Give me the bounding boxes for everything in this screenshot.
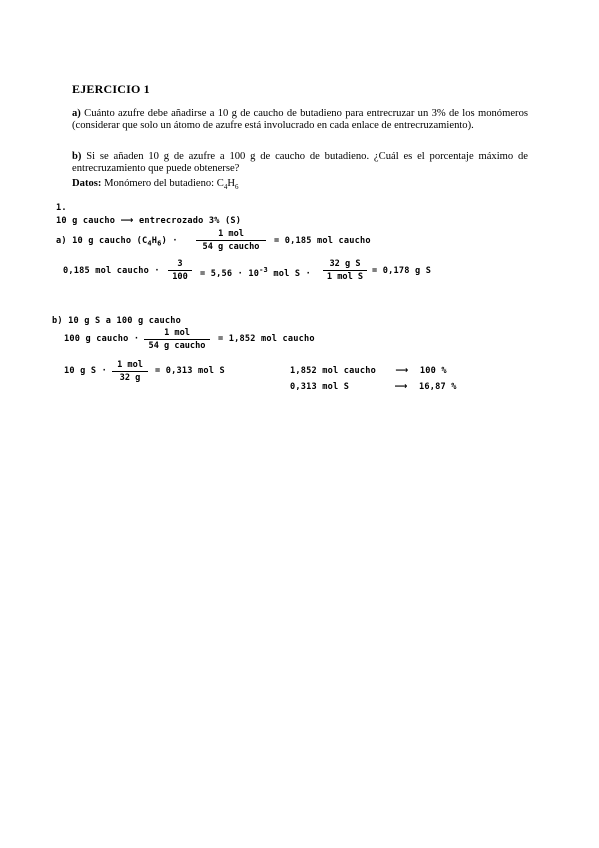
ratio1-left: 1,852 mol caucho — [290, 366, 376, 376]
part-b2-result: = 0,313 mol S — [155, 366, 225, 376]
question-b — [72, 151, 528, 175]
part-a2-frac2-num: 32 g S — [323, 259, 367, 271]
part-b2-fraction — [112, 360, 148, 383]
part-b2-prefix: 10 g S · — [64, 366, 107, 376]
ratio2-left: 0,313 mol S — [290, 382, 350, 392]
arrow-icon: ⟶ — [394, 382, 408, 392]
datos-sub-6: 6 — [235, 183, 239, 192]
ratio1-right: 100 % — [419, 366, 447, 376]
part-a-fraction — [196, 229, 266, 252]
part-b1-fraction — [144, 328, 210, 351]
part-a2-frac1-num: 3 — [168, 259, 192, 271]
part-b1-frac-den: 54 g caucho — [148, 341, 206, 351]
arrow-icon: ⟶ — [120, 216, 134, 226]
ratio-line-2 — [290, 382, 457, 392]
part-a-sub2: 6 — [157, 239, 162, 248]
line1-right: entrecrozado 3% (S) — [138, 216, 242, 226]
part-a2-mid-text-2: mol S · — [267, 268, 311, 279]
arrow-icon: ⟶ — [395, 366, 409, 376]
ratio-line-1 — [290, 366, 447, 376]
solution-line-1 — [56, 216, 241, 226]
ratio2-right: 16,87 % — [418, 382, 457, 392]
part-a2-frac1-den: 100 — [172, 272, 188, 282]
part-b1-result: = 1,852 mol caucho — [218, 334, 315, 344]
part-b1-frac-num: 1 mol — [144, 328, 210, 340]
part-a2-frac2-den: 1 mol S — [326, 272, 364, 282]
part-a-suffix: ) · — [161, 236, 178, 246]
part-a2-fraction-2 — [323, 259, 367, 282]
part-b-line: b) 10 g S a 100 g caucho — [52, 316, 181, 326]
solution-number: 1. — [56, 203, 67, 213]
part-a2-mid — [200, 266, 311, 279]
question-a-label: a) — [72, 108, 81, 119]
datos-text: Monómero del butadieno: C — [101, 178, 224, 189]
datos-sub-4: 4 — [223, 183, 228, 192]
part-a-line — [56, 236, 178, 248]
part-b2-frac-num: 1 mol — [112, 360, 148, 372]
part-a-mid: H — [151, 236, 158, 246]
part-a2-mid-text: = 5,56 · 10 — [200, 268, 260, 279]
datos-line — [72, 178, 528, 193]
question-b-text: Si se añaden 10 g de azufre a 100 g de caucho de butadieno. ¿Cuál es el porcentaje máximo de entrecruzamiento que puede obtenerse? — [72, 151, 528, 175]
part-a-frac-num: 1 mol — [196, 229, 266, 241]
datos-h: H — [227, 178, 235, 189]
part-b2-frac-den: 32 g — [119, 373, 141, 383]
part-a2-prefix: 0,185 mol caucho · — [63, 266, 160, 276]
line1-left: 10 g caucho — [56, 216, 116, 226]
part-a-sub1: 4 — [147, 239, 152, 248]
part-a-result: = 0,185 mol caucho — [274, 236, 371, 246]
datos-label: Datos: — [72, 178, 102, 189]
part-a2-result: = 0,178 g S — [372, 266, 432, 276]
part-b1-prefix: 100 g caucho · — [64, 334, 140, 344]
part-a-frac-den: 54 g caucho — [202, 242, 260, 252]
part-a-prefix: a) 10 g caucho (C — [56, 236, 148, 246]
part-a2-exponent: -3 — [259, 266, 268, 274]
question-a — [72, 108, 528, 132]
question-b-label: b) — [72, 151, 82, 162]
part-a2-fraction-1 — [168, 259, 192, 282]
question-a-text: Cuánto azufre debe añadirse a 10 g de caucho de butadieno para entrecruzar un 3% de los monómeros (considerar que solo un átomo de azufre está involucrado en cada enlace de entrecruzamiento). — [72, 108, 528, 132]
exercise-title: EJERCICIO 1 — [72, 82, 150, 96]
